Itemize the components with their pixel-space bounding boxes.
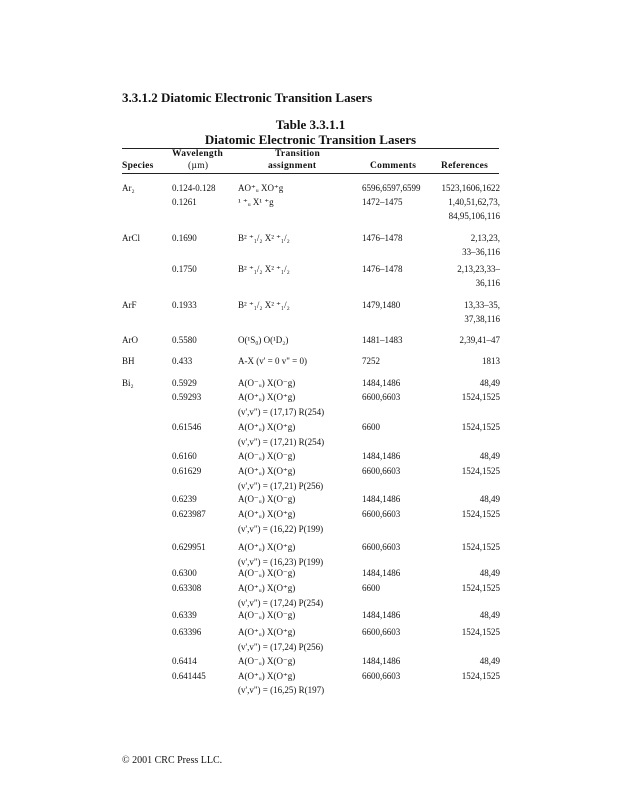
cell-comments: 1484,1486	[362, 451, 401, 461]
table-number: Table 3.3.1.1	[275, 117, 346, 132]
cell-transition: A(O⁺ᵤ) X(O⁺g)	[238, 422, 296, 432]
cell-wavelength: 0.63396	[172, 627, 202, 637]
cell-transition: A(O⁻ᵤ) X(O⁻g)	[238, 656, 296, 666]
cell-references: 1524,1525	[461, 422, 500, 432]
cell-transition: A(O⁻ᵤ) X(O⁻g)	[238, 568, 296, 578]
cell-comments: 1481–1483	[362, 335, 403, 345]
cell-wavelength: 0.6300	[172, 568, 197, 578]
cell-wavelength: 0.61546	[172, 422, 202, 432]
cell-references: 2,13,23,	[470, 233, 500, 243]
cell-wavelength: 0.1261	[172, 197, 197, 207]
cell-wavelength: 0.1933	[172, 300, 197, 310]
cell-references: 37,38,116	[464, 314, 500, 324]
cell-wavelength: 0.629951	[172, 542, 206, 552]
cell-species: Bi₂	[122, 378, 134, 388]
cell-wavelength: 0.641445	[172, 671, 206, 681]
cell-references: 1813	[482, 356, 500, 366]
cell-wavelength: 0.63308	[172, 583, 202, 593]
cell-wavelength: 0.6160	[172, 451, 197, 461]
cell-comments: 7252	[362, 356, 380, 366]
cell-comments: 1484,1486	[362, 378, 401, 388]
cell-references: 48,49	[479, 610, 500, 620]
cell-wavelength: 0.61629	[172, 466, 202, 476]
cell-references: 1524,1525	[461, 542, 500, 552]
cell-transition: A(O⁻ᵤ) X(O⁻g)	[238, 378, 296, 388]
cell-transition: B² ⁺₁/₂ X² ⁺₁/₂	[238, 264, 290, 274]
cell-wavelength: 0.5580	[172, 335, 197, 345]
cell-species: ArF	[122, 300, 137, 310]
cell-comments: 6600,6603	[362, 671, 401, 681]
cell-comments: 1484,1486	[362, 494, 401, 504]
cell-comments: 1476–1478	[362, 264, 403, 274]
cell-references: 48,49	[479, 656, 500, 666]
cell-transition: A(O⁺ᵤ) X(O⁺g)	[238, 509, 296, 519]
cell-references: 1524,1525	[461, 392, 500, 402]
cell-transition: (v',v") = (17,24) P(254)	[238, 598, 324, 608]
cell-references: 84,95,106,116	[448, 211, 500, 221]
cell-comments: 6596,6597,6599	[362, 183, 421, 193]
cell-transition: A-X (v' = 0 v" = 0)	[238, 356, 307, 366]
cell-transition: B² ⁺₁/₂ X² ⁺₁/₂	[238, 233, 290, 243]
header-transition: Transition	[275, 149, 321, 159]
cell-wavelength: 0.124-0.128	[172, 183, 216, 193]
cell-transition: A(O⁺ᵤ) X(O⁺g)	[238, 392, 296, 402]
cell-transition: (v',v") = (17,21) P(256)	[238, 481, 324, 491]
cell-comments: 6600,6603	[362, 392, 401, 402]
cell-comments: 1479,1480	[362, 300, 401, 310]
cell-references: 48,49	[479, 494, 500, 504]
cell-comments: 6600,6603	[362, 509, 401, 519]
cell-references: 48,49	[479, 378, 500, 388]
cell-wavelength: 0.6339	[172, 610, 197, 620]
table-header-rule	[122, 173, 499, 174]
cell-comments: 1472–1475	[362, 197, 403, 207]
cell-references: 2,39,41–47	[459, 335, 500, 345]
cell-comments: 1476–1478	[362, 233, 403, 243]
cell-wavelength: 0.59293	[172, 392, 202, 402]
table-title: Diatomic Electronic Transition Lasers	[204, 132, 417, 147]
cell-transition: (v',v") = (17,21) R(254)	[238, 437, 325, 447]
cell-comments: 6600,6603	[362, 627, 401, 637]
cell-references: 48,49	[479, 568, 500, 578]
cell-transition: ¹ ⁺ᵤ X¹ ⁺g	[238, 197, 274, 207]
cell-wavelength: 0.6414	[172, 656, 197, 666]
cell-transition: (v',v") = (16,22) P(199)	[238, 524, 324, 534]
cell-comments: 6600	[362, 583, 380, 593]
header-transition-assignment: assignment	[268, 161, 317, 171]
cell-wavelength: 0.433	[172, 356, 193, 366]
cell-transition: A(O⁺ᵤ) X(O⁺g)	[238, 542, 296, 552]
cell-comments: 6600,6603	[362, 542, 401, 552]
cell-transition: A(O⁺ᵤ) X(O⁺g)	[238, 671, 296, 681]
cell-wavelength: 0.6239	[172, 494, 197, 504]
header-wavelength: Wavelength	[172, 149, 224, 159]
cell-references: 33–36,116	[462, 247, 500, 257]
cell-species: BH	[122, 356, 135, 366]
header-comments: Comments	[370, 161, 417, 171]
cell-comments: 1484,1486	[362, 568, 401, 578]
cell-transition: (v',v") = (16,23) P(199)	[238, 557, 324, 567]
cell-species: ArCl	[122, 233, 140, 243]
cell-transition: A(O⁺ᵤ) X(O⁺g)	[238, 583, 296, 593]
cell-comments: 6600	[362, 422, 380, 432]
cell-comments: 1484,1486	[362, 610, 401, 620]
cell-transition: O(¹S₀) O(¹D₂)	[238, 335, 289, 345]
cell-references: 1524,1525	[461, 583, 500, 593]
cell-references: 36,116	[475, 278, 500, 288]
cell-transition: B² ⁺₁/₂ X² ⁺₁/₂	[238, 300, 290, 310]
cell-species: ArO	[122, 335, 138, 345]
cell-species: Ar₂	[122, 183, 135, 193]
cell-references: 2,13,23,33–	[457, 264, 500, 274]
cell-references: 1524,1525	[461, 627, 500, 637]
cell-transition: A(O⁻ᵤ) X(O⁻g)	[238, 610, 296, 620]
cell-references: 1524,1525	[461, 671, 500, 681]
cell-transition: A(O⁻ᵤ) X(O⁻g)	[238, 494, 296, 504]
footer-copyright: © 2001 CRC Press LLC.	[122, 755, 223, 766]
cell-comments: 1484,1486	[362, 656, 401, 666]
cell-transition: (v',v") = (17,24) P(256)	[238, 642, 324, 652]
cell-transition: A(O⁺ᵤ) X(O⁺g)	[238, 627, 296, 637]
cell-references: 1,40,51,62,73,	[448, 197, 500, 207]
cell-transition: A(O⁻ᵤ) X(O⁻g)	[238, 451, 296, 461]
cell-wavelength: 0.5929	[172, 378, 197, 388]
cell-references: 1523,1606,1622	[441, 183, 500, 193]
cell-wavelength: 0.1750	[172, 264, 197, 274]
cell-references: 13,33–35,	[464, 300, 500, 310]
cell-transition: A(O⁺ᵤ) X(O⁺g)	[238, 466, 296, 476]
header-references: References	[441, 161, 489, 171]
cell-wavelength: 0.1690	[172, 233, 197, 243]
header-species: Species	[122, 161, 154, 171]
cell-transition: (v',v") = (16,25) R(197)	[238, 685, 325, 695]
cell-references: 1524,1525	[461, 466, 500, 476]
cell-transition: AO⁺ᵤ XO⁺g	[238, 183, 284, 193]
cell-references: 1524,1525	[461, 509, 500, 519]
cell-wavelength: 0.623987	[172, 509, 206, 519]
header-wavelength-unit: (µm)	[188, 161, 209, 171]
cell-comments: 6600,6603	[362, 466, 401, 476]
cell-transition: (v',v") = (17,17) R(254)	[238, 407, 325, 417]
cell-references: 48,49	[479, 451, 500, 461]
section-heading: 3.3.1.2 Diatomic Electronic Transition Lasers	[122, 90, 373, 105]
